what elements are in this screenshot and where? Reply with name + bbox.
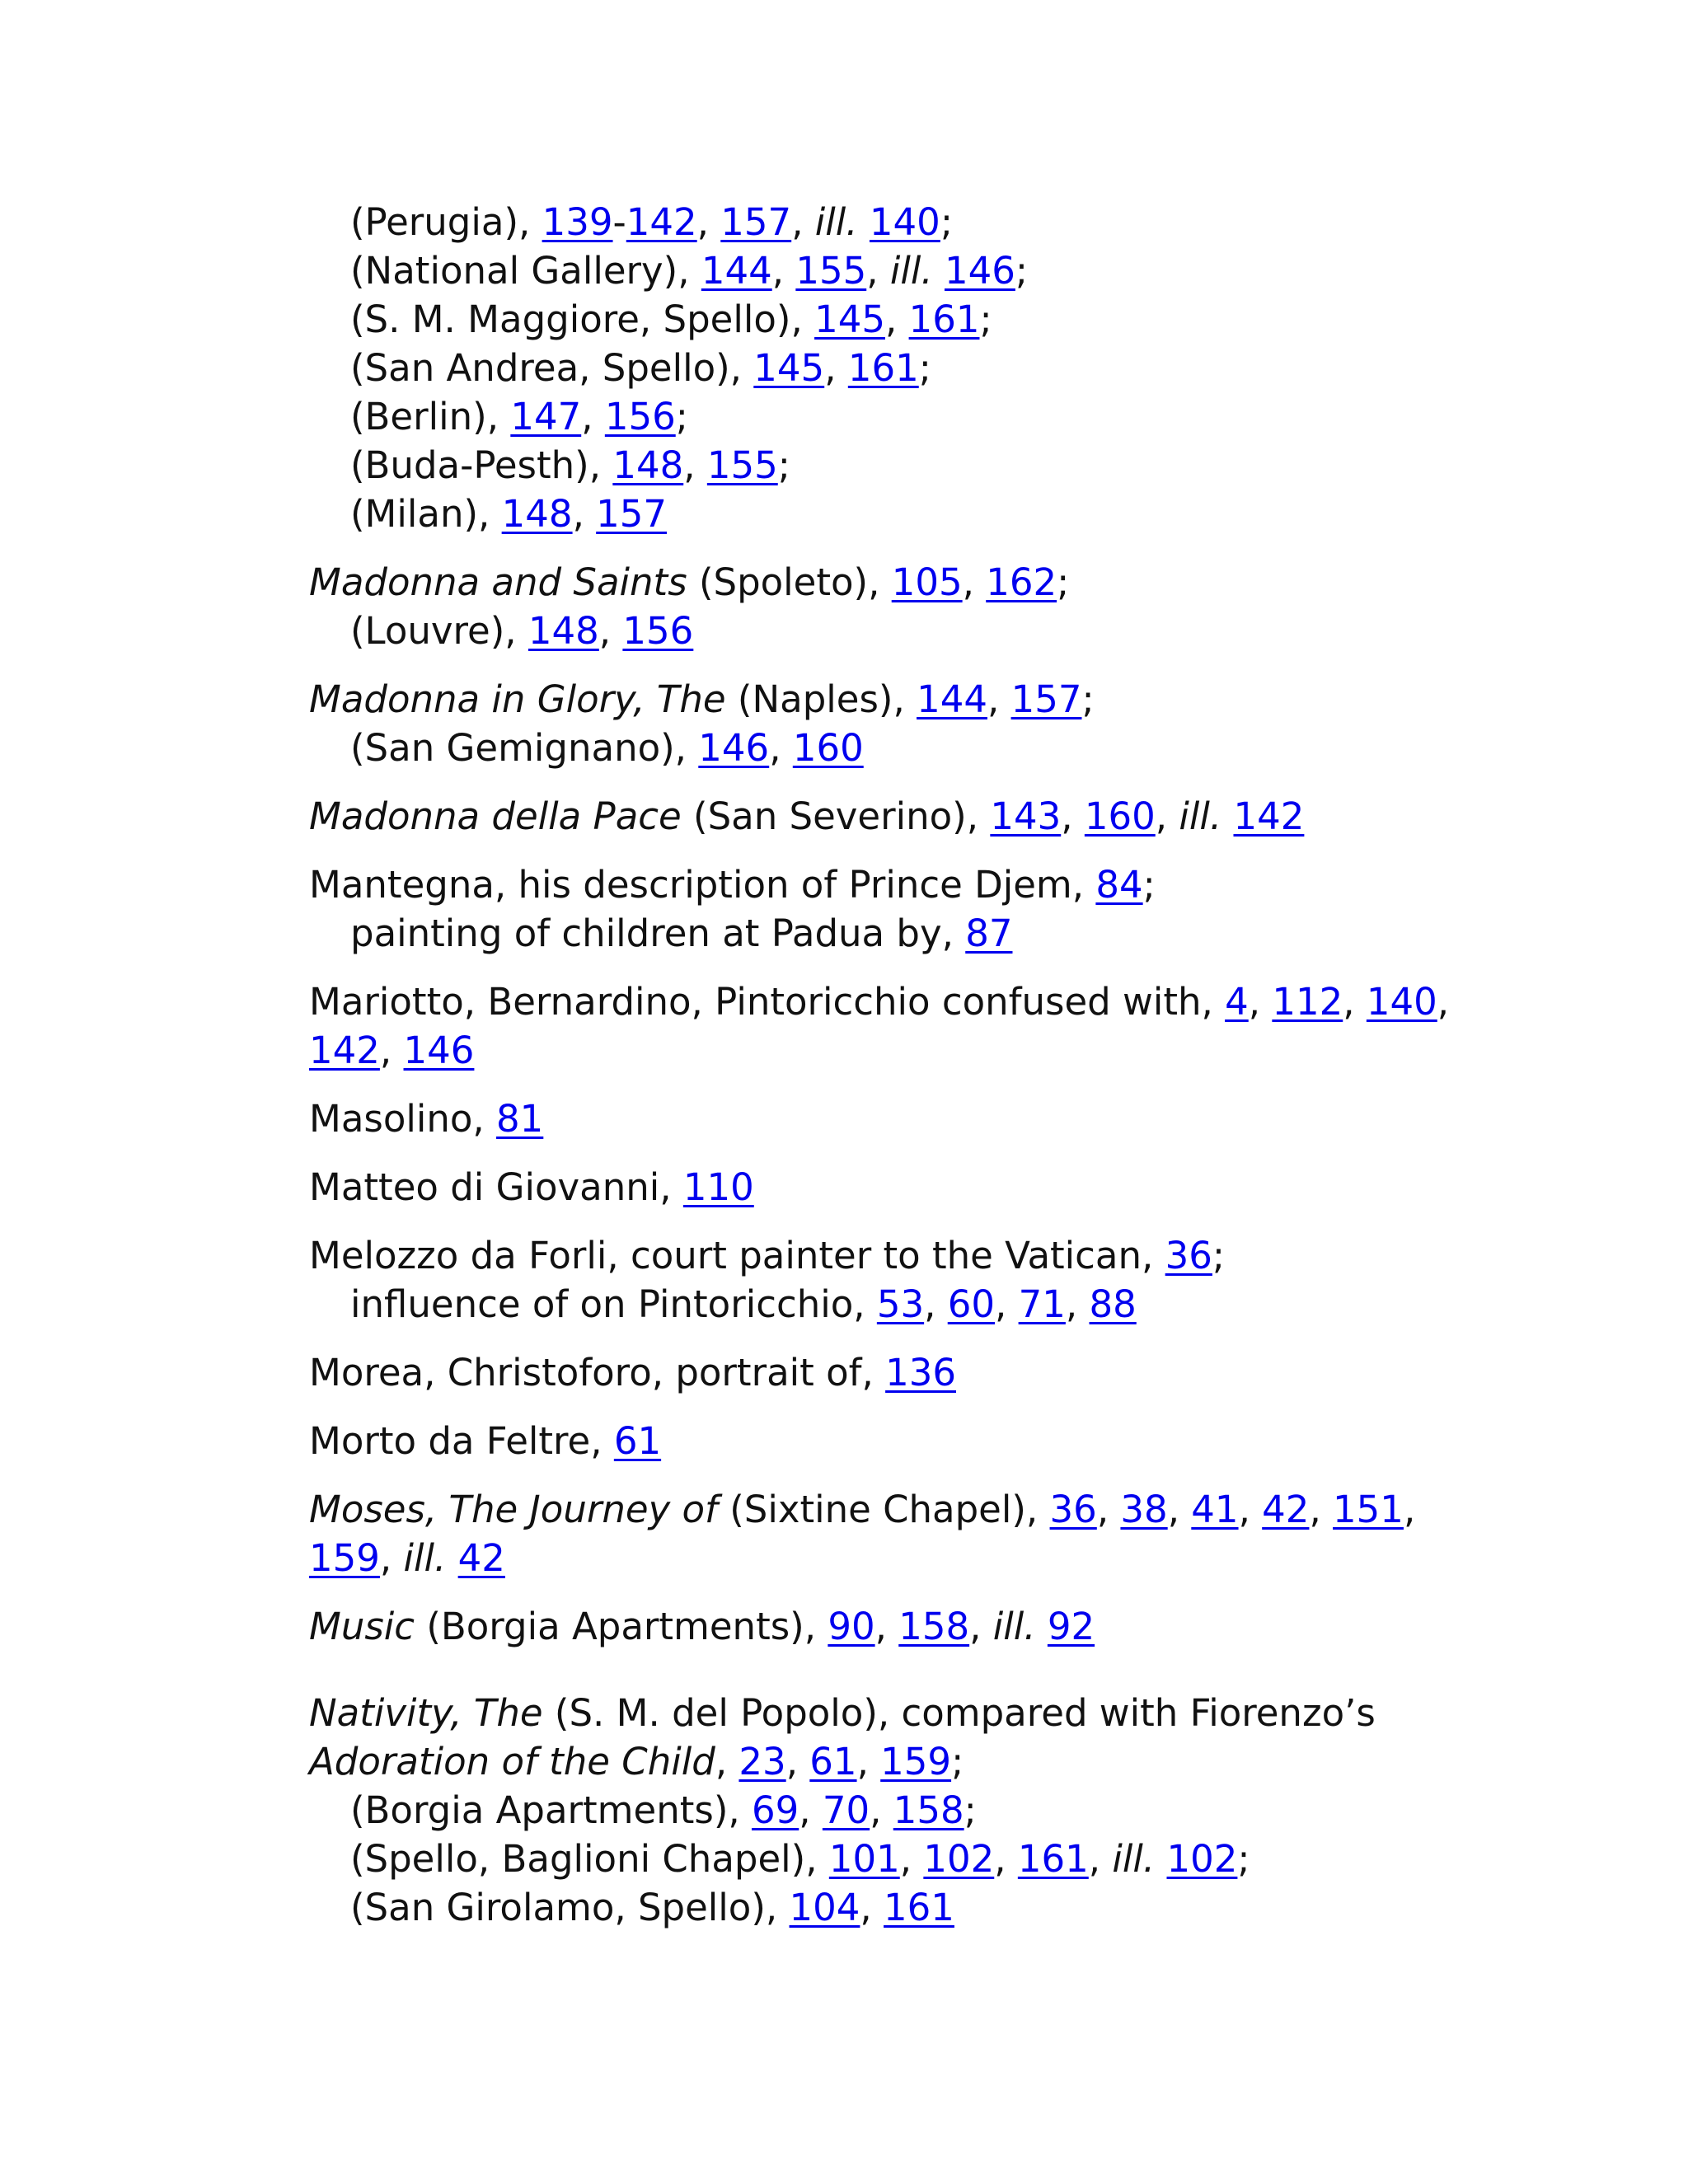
italic-title-text: ill. (889, 249, 933, 293)
entry-text: Morto da Feltre, (309, 1419, 614, 1463)
page-link[interactable]: 38 (1120, 1488, 1168, 1531)
page-link[interactable]: 4 (1225, 980, 1249, 1024)
entry-text: , (379, 1536, 404, 1580)
italic-title-text: ill. (1179, 794, 1222, 838)
index-entry (309, 558, 1496, 655)
entry-text: , (791, 200, 815, 244)
index-entry (309, 198, 1496, 538)
page-link[interactable]: 36 (1049, 1488, 1097, 1531)
page-link[interactable]: 90 (828, 1605, 875, 1648)
entry-text: , (379, 1029, 404, 1072)
index-subentry-line (309, 1786, 1496, 1835)
page-link[interactable]: 92 (1047, 1605, 1095, 1648)
page-link[interactable]: 61 (809, 1740, 857, 1783)
page-link[interactable]: 140 (1366, 980, 1437, 1024)
entry-text: ; (1015, 249, 1029, 293)
italic-title-text: Madonna della Pace (309, 794, 682, 838)
page-link[interactable]: 112 (1272, 980, 1343, 1024)
index-entry (309, 1231, 1496, 1329)
index-entry-line (309, 1485, 1496, 1534)
page-link[interactable]: 158 (898, 1605, 970, 1648)
italic-title-text: ill. (1112, 1837, 1156, 1881)
index-entry-line (309, 675, 1496, 724)
entry-text: , (771, 249, 796, 293)
page-link[interactable]: 142 (1233, 794, 1305, 838)
index-entry (309, 1348, 1496, 1397)
index-subentry-line (309, 724, 1496, 772)
entry-text: Mantegna, his description of Prince Djem, (309, 863, 1096, 907)
index-entry (309, 977, 1496, 1075)
entry-text (1155, 1837, 1166, 1881)
entry-text: , (969, 1605, 993, 1648)
page-link[interactable]: 36 (1165, 1234, 1212, 1277)
entry-text: , (1248, 980, 1273, 1024)
page-link[interactable]: 158 (893, 1788, 964, 1832)
entry-text: Matteo di Giovanni, (309, 1165, 683, 1209)
entry-text: (Naples), (725, 677, 917, 721)
page-link[interactable]: 147 (510, 395, 582, 438)
page-link[interactable]: 144 (917, 677, 987, 721)
entry-text: , (860, 1886, 884, 1929)
entry-text: (Borgia Apartments), (415, 1605, 828, 1648)
entry-text: , (1088, 1837, 1113, 1881)
index-subentry-line (309, 295, 1496, 344)
entry-text (858, 200, 870, 244)
entry-text: ; (1081, 677, 1095, 721)
entry-text: , (994, 1837, 1018, 1881)
entry-text: ; (675, 395, 688, 438)
index-entry-line (309, 1689, 1496, 1737)
page-link[interactable]: 155 (795, 249, 867, 293)
entry-text: (Sixtine Chapel), (717, 1488, 1050, 1531)
entry-text: (Buda-Pesth), (350, 443, 613, 487)
entry-text: ; (777, 443, 790, 487)
italic-title-text: ill. (403, 1536, 447, 1580)
entry-text: ; (918, 346, 931, 390)
index-entry-line (309, 860, 1496, 909)
index-entry-line (309, 1094, 1496, 1143)
entry-text: , (799, 1788, 823, 1832)
page-link[interactable]: 104 (789, 1886, 860, 1929)
index-entry-line (309, 1348, 1496, 1397)
page-link[interactable]: 145 (753, 346, 825, 390)
index-entry (309, 1417, 1496, 1465)
page-link[interactable]: 146 (944, 249, 1015, 293)
italic-title-text: ill. (992, 1605, 1036, 1648)
index-subentry-line (309, 344, 1496, 392)
page-link[interactable]: 142 (626, 200, 697, 244)
page-link[interactable]: 162 (986, 560, 1057, 604)
page-link[interactable]: 61 (613, 1419, 662, 1463)
index-entry-line (309, 1534, 1496, 1582)
index-entry-line (309, 977, 1496, 1026)
index-subentry-line (309, 909, 1496, 958)
page-link[interactable]: 70 (822, 1788, 870, 1832)
entry-text: , (870, 1788, 893, 1832)
page-link[interactable]: 161 (884, 1886, 954, 1929)
entry-text: (San Girolamo, Spello), (350, 1886, 790, 1929)
entry-text: , (924, 1282, 948, 1326)
page-link[interactable]: 161 (847, 346, 919, 390)
entry-text: , (1065, 1282, 1090, 1326)
entry-text: , (769, 726, 793, 770)
page-link[interactable]: 155 (706, 443, 778, 487)
page-link[interactable]: 161 (908, 298, 980, 341)
entry-text: ; (1057, 560, 1070, 604)
entry-text: , (1309, 1488, 1334, 1531)
index-page (309, 198, 1496, 1952)
entry-text: (Spoleto), (687, 560, 892, 604)
page-link[interactable]: 161 (1017, 1837, 1089, 1881)
page-link[interactable]: 157 (1010, 677, 1082, 721)
entry-text: - (612, 200, 626, 244)
entry-text: , (572, 492, 597, 536)
page-link[interactable]: 157 (720, 200, 792, 244)
entry-text: (Perugia), (350, 200, 542, 244)
entry-text: , (1343, 980, 1367, 1024)
entry-text: , (1437, 980, 1450, 1024)
index-entry (309, 1094, 1496, 1143)
entry-text: , (696, 200, 721, 244)
entry-text: ; (964, 1788, 977, 1832)
page-link[interactable]: 148 (528, 609, 599, 653)
entry-text: , (856, 1740, 881, 1783)
entry-text: , (1061, 794, 1085, 838)
page-link[interactable]: 160 (792, 726, 864, 770)
entry-text: (Louvre), (350, 609, 528, 653)
italic-title-text: Moses, The Journey of (309, 1488, 718, 1531)
entry-text (933, 249, 945, 293)
entry-text: , (785, 1740, 810, 1783)
entry-text: , (581, 395, 605, 438)
page-link[interactable]: 105 (891, 560, 963, 604)
entry-text: , (962, 560, 987, 604)
page-link[interactable]: 102 (1166, 1837, 1238, 1881)
page-link[interactable]: 159 (309, 1536, 380, 1580)
page-link[interactable]: 110 (682, 1165, 754, 1209)
entry-text: (Spello, Baglioni Chapel), (350, 1837, 829, 1881)
entry-text: , (1155, 794, 1179, 838)
index-entry (309, 1485, 1496, 1582)
page-link[interactable]: 69 (751, 1788, 799, 1832)
index-entry-line (309, 1737, 1496, 1786)
entry-text: Masolino, (309, 1097, 497, 1141)
page-link[interactable]: 53 (876, 1282, 925, 1326)
page-link[interactable]: 146 (698, 726, 770, 770)
entry-text: ; (979, 298, 992, 341)
italic-title-text: Adoration of the Child (309, 1740, 715, 1783)
index-entry (309, 675, 1496, 772)
index-entry (309, 792, 1496, 841)
page-link[interactable]: 159 (880, 1740, 952, 1783)
entry-text: , (1403, 1488, 1416, 1531)
index-entry-line (309, 1026, 1496, 1075)
page-link[interactable]: 136 (885, 1351, 956, 1394)
page-link[interactable]: 148 (612, 443, 684, 487)
page-link[interactable]: 151 (1333, 1488, 1404, 1531)
index-subentry-line (309, 441, 1496, 490)
page-link[interactable]: 60 (947, 1282, 995, 1326)
entry-text: , (884, 298, 909, 341)
page-link[interactable]: 143 (990, 794, 1062, 838)
entry-text: Morea, Christoforo, portrait of, (309, 1351, 886, 1394)
index-entry-line (309, 1231, 1496, 1280)
page-link[interactable]: 156 (604, 395, 676, 438)
entry-text: , (1238, 1488, 1263, 1531)
page-link[interactable]: 23 (738, 1740, 786, 1783)
entry-text: ; (1142, 863, 1156, 907)
entry-text: painting of children at Padua by, (350, 912, 966, 955)
entry-text: , (598, 609, 623, 653)
page-link[interactable]: 144 (701, 249, 772, 293)
entry-text: , (1096, 1488, 1121, 1531)
entry-text: (S. M. Maggiore, Spello), (350, 298, 815, 341)
entry-text: (Borgia Apartments), (350, 1788, 752, 1832)
page-link[interactable]: 42 (457, 1536, 505, 1580)
entry-text: influence of on Pintoricchio, (350, 1282, 877, 1326)
index-subentry-line (309, 490, 1496, 538)
index-entry-line (309, 1417, 1496, 1465)
page-link[interactable]: 102 (923, 1837, 995, 1881)
page-link[interactable]: 142 (309, 1029, 380, 1072)
entry-text: ; (951, 1740, 964, 1783)
italic-title-text: Music (309, 1605, 415, 1648)
index-entry (309, 1602, 1496, 1651)
italic-title-text: ill. (814, 200, 858, 244)
entry-text: , (899, 1837, 924, 1881)
entry-text: (Milan), (350, 492, 502, 536)
index-entry (309, 1163, 1496, 1212)
entry-text: , (824, 346, 848, 390)
entry-text (446, 1536, 457, 1580)
page-link[interactable]: 41 (1191, 1488, 1239, 1531)
entry-text: (San Severino), (681, 794, 991, 838)
entry-text: Melozzo da Forli, court painter to the Vatican, (309, 1234, 1165, 1277)
page-link[interactable]: 42 (1262, 1488, 1310, 1531)
index-entry (309, 1689, 1496, 1932)
page-link[interactable]: 140 (869, 200, 940, 244)
page-link[interactable]: 156 (622, 609, 694, 653)
italic-title-text: Madonna and Saints (309, 560, 687, 604)
index-subentry-line (309, 246, 1496, 295)
entry-text: (San Andrea, Spello), (350, 346, 754, 390)
entry-text: (National Gallery), (350, 249, 701, 293)
index-subentry-line (309, 1883, 1496, 1932)
index-subentry-line (309, 392, 1496, 441)
entry-text: (Berlin), (350, 395, 511, 438)
page-link[interactable]: 148 (501, 492, 573, 536)
entry-text: , (683, 443, 707, 487)
page-link[interactable]: 88 (1089, 1282, 1137, 1326)
entry-text: Mariotto, Bernardino, Pintoricchio confused with, (309, 980, 1226, 1024)
entry-text: , (866, 249, 890, 293)
page-link[interactable]: 146 (403, 1029, 475, 1072)
page-link[interactable]: 139 (542, 200, 613, 244)
page-link[interactable]: 71 (1018, 1282, 1066, 1326)
page-link[interactable]: 160 (1084, 794, 1156, 838)
index-subentry-line (309, 1835, 1496, 1883)
index-subentry-line (309, 607, 1496, 655)
page-link[interactable]: 101 (828, 1837, 900, 1881)
entry-text: , (995, 1282, 1019, 1326)
entry-text: ; (1237, 1837, 1250, 1881)
entry-text (1221, 794, 1233, 838)
entry-text: , (715, 1740, 739, 1783)
index-subentry-line (309, 198, 1496, 246)
page-link[interactable]: 84 (1095, 863, 1143, 907)
entry-text: ; (1212, 1234, 1226, 1277)
entry-text (1036, 1605, 1048, 1648)
entry-text: , (1167, 1488, 1192, 1531)
entry-text: (S. M. del Popolo), compared with Fiorenzo’s (542, 1691, 1376, 1735)
index-entry (309, 860, 1496, 958)
entry-text: ; (940, 200, 953, 244)
entry-text: (San Gemignano), (350, 726, 699, 770)
page-link[interactable]: 81 (496, 1097, 544, 1141)
entry-text: , (874, 1605, 899, 1648)
index-entry-line (309, 1163, 1496, 1212)
entry-text: , (987, 677, 1011, 721)
index-subentry-line (309, 1280, 1496, 1329)
page-link[interactable]: 87 (965, 912, 1013, 955)
index-entry-line (309, 558, 1496, 607)
page-link[interactable]: 157 (596, 492, 668, 536)
index-entry-line (309, 1602, 1496, 1651)
index-entry-line (309, 792, 1496, 841)
page-link[interactable]: 145 (814, 298, 885, 341)
italic-title-text: Nativity, The (309, 1691, 543, 1735)
italic-title-text: Madonna in Glory, The (309, 677, 726, 721)
